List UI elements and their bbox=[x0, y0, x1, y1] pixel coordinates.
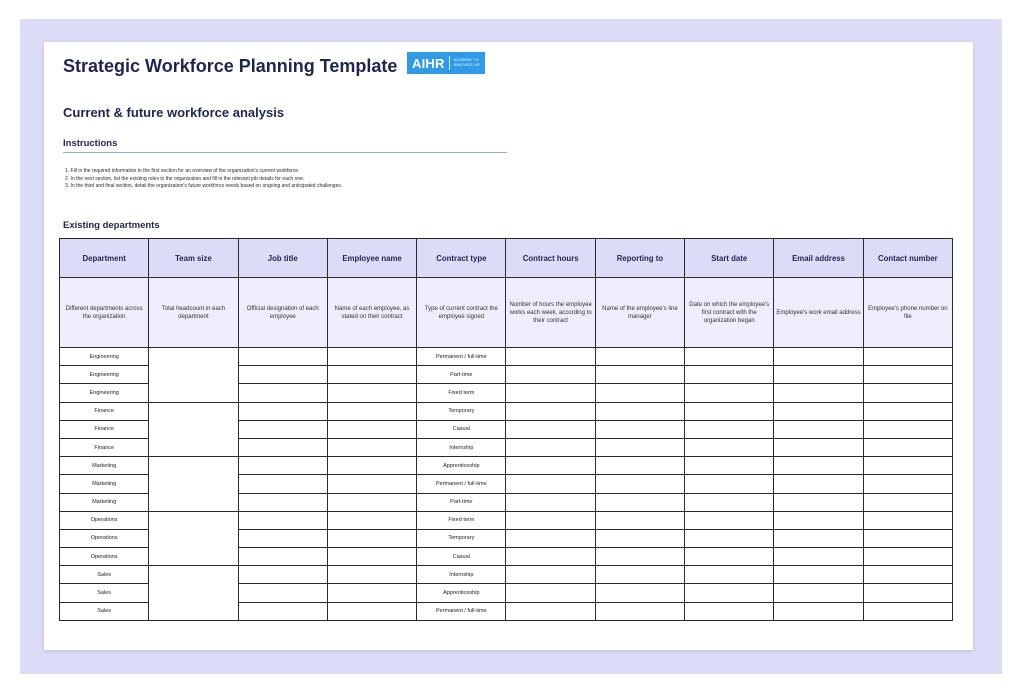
cell-department[interactable]: Operations bbox=[60, 511, 149, 529]
cell-employee-name[interactable] bbox=[327, 493, 416, 511]
departments-table bbox=[59, 238, 953, 621]
instruction-item: 1. Fill in the required information in the first section for an overview of the organization's current workforce. bbox=[65, 168, 300, 174]
description-cell[interactable]: Official designation of each employee bbox=[238, 278, 327, 348]
cell-team-size[interactable] bbox=[149, 511, 238, 566]
table-row bbox=[60, 402, 953, 420]
cell-start-date[interactable] bbox=[685, 438, 774, 456]
logo-tagline-line-1: ACADEMY TO bbox=[453, 58, 480, 62]
header-start-date[interactable]: Start date bbox=[685, 239, 774, 278]
cell-email-address[interactable] bbox=[774, 457, 863, 475]
description-cell[interactable]: Name of each employee, as stated on their contract bbox=[327, 278, 416, 348]
cell-email-address[interactable] bbox=[774, 475, 863, 493]
cell-department[interactable]: Finance bbox=[60, 420, 149, 438]
logo-tagline-line-2: INNOVATE HR bbox=[453, 63, 480, 67]
cell-employee-name[interactable] bbox=[327, 475, 416, 493]
header-employee-name[interactable]: Employee name bbox=[327, 239, 416, 278]
header-team-size[interactable]: Team size bbox=[149, 239, 238, 278]
description-cell[interactable]: Employee's phone number on file bbox=[863, 278, 952, 348]
cell-job-title[interactable] bbox=[238, 348, 327, 366]
cell-contact-number[interactable] bbox=[863, 602, 952, 620]
cell-reporting-to[interactable] bbox=[595, 566, 684, 584]
section-title: Current & future workforce analysis bbox=[63, 105, 285, 120]
cell-team-size[interactable] bbox=[149, 566, 238, 621]
cell-start-date[interactable] bbox=[685, 548, 774, 566]
cell-start-date[interactable] bbox=[685, 384, 774, 402]
cell-contract-hours[interactable] bbox=[506, 584, 595, 602]
cell-contact-number[interactable] bbox=[863, 529, 952, 547]
cell-contract-hours[interactable] bbox=[506, 366, 595, 384]
cell-contact-number[interactable] bbox=[863, 420, 952, 438]
cell-contract-type[interactable]: Apprenticeship bbox=[417, 457, 506, 475]
cell-start-date[interactable] bbox=[685, 584, 774, 602]
description-row bbox=[60, 278, 953, 348]
cell-contract-hours[interactable] bbox=[506, 511, 595, 529]
cell-contract-type[interactable]: Casual bbox=[417, 548, 506, 566]
cell-job-title[interactable] bbox=[238, 384, 327, 402]
cell-start-date[interactable] bbox=[685, 457, 774, 475]
cell-contact-number[interactable] bbox=[863, 457, 952, 475]
cell-job-title[interactable] bbox=[238, 420, 327, 438]
cell-reporting-to[interactable] bbox=[595, 348, 684, 366]
cell-reporting-to[interactable] bbox=[595, 438, 684, 456]
cell-department[interactable]: Marketing bbox=[60, 457, 149, 475]
cell-job-title[interactable] bbox=[238, 529, 327, 547]
cell-start-date[interactable] bbox=[685, 475, 774, 493]
cell-start-date[interactable] bbox=[685, 602, 774, 620]
instructions-list bbox=[65, 168, 342, 191]
description-cell[interactable]: Employee's work email address bbox=[774, 278, 863, 348]
cell-email-address[interactable] bbox=[774, 402, 863, 420]
cell-contract-type[interactable]: Apprenticeship bbox=[417, 584, 506, 602]
cell-job-title[interactable] bbox=[238, 475, 327, 493]
header-email-address[interactable]: Email address bbox=[774, 239, 863, 278]
cell-department[interactable]: Marketing bbox=[60, 493, 149, 511]
cell-job-title[interactable] bbox=[238, 402, 327, 420]
cell-reporting-to[interactable] bbox=[595, 420, 684, 438]
cell-contract-type[interactable]: Temporary bbox=[417, 529, 506, 547]
cell-contract-hours[interactable] bbox=[506, 402, 595, 420]
cell-contact-number[interactable] bbox=[863, 566, 952, 584]
cell-employee-name[interactable] bbox=[327, 602, 416, 620]
cell-email-address[interactable] bbox=[774, 384, 863, 402]
cell-contract-type[interactable]: Internship bbox=[417, 566, 506, 584]
description-cell[interactable]: Different departments across the organization bbox=[60, 278, 149, 348]
cell-contract-hours[interactable] bbox=[506, 602, 595, 620]
cell-contract-type[interactable]: Permanent / full-time bbox=[417, 475, 506, 493]
cell-start-date[interactable] bbox=[685, 402, 774, 420]
cell-department[interactable]: Engineering bbox=[60, 384, 149, 402]
cell-reporting-to[interactable] bbox=[595, 475, 684, 493]
cell-contract-type[interactable]: Internship bbox=[417, 438, 506, 456]
cell-reporting-to[interactable] bbox=[595, 602, 684, 620]
cell-employee-name[interactable] bbox=[327, 420, 416, 438]
cell-employee-name[interactable] bbox=[327, 511, 416, 529]
cell-reporting-to[interactable] bbox=[595, 366, 684, 384]
cell-contract-hours[interactable] bbox=[506, 457, 595, 475]
cell-email-address[interactable] bbox=[774, 511, 863, 529]
cell-email-address[interactable] bbox=[774, 584, 863, 602]
cell-employee-name[interactable] bbox=[327, 402, 416, 420]
cell-employee-name[interactable] bbox=[327, 438, 416, 456]
spreadsheet-sheet bbox=[44, 42, 973, 650]
cell-contact-number[interactable] bbox=[863, 402, 952, 420]
cell-contract-hours[interactable] bbox=[506, 420, 595, 438]
cell-reporting-to[interactable] bbox=[595, 584, 684, 602]
logo-tagline bbox=[454, 58, 480, 68]
cell-department[interactable]: Engineering bbox=[60, 348, 149, 366]
cell-contact-number[interactable] bbox=[863, 366, 952, 384]
cell-team-size[interactable] bbox=[149, 402, 238, 457]
instructions-heading: Instructions bbox=[63, 138, 507, 153]
cell-contact-number[interactable] bbox=[863, 548, 952, 566]
cell-start-date[interactable] bbox=[685, 366, 774, 384]
cell-job-title[interactable] bbox=[238, 602, 327, 620]
cell-email-address[interactable] bbox=[774, 348, 863, 366]
instruction-item: 2. In the next section, list the existing roles in the organization and fill in the relevant job details for each one. bbox=[65, 175, 305, 182]
cell-team-size[interactable] bbox=[149, 348, 238, 403]
cell-contract-hours[interactable] bbox=[506, 348, 595, 366]
header-contact-number[interactable]: Contact number bbox=[863, 239, 952, 278]
cell-contact-number[interactable] bbox=[863, 384, 952, 402]
cell-reporting-to[interactable] bbox=[595, 457, 684, 475]
cell-reporting-to[interactable] bbox=[595, 402, 684, 420]
cell-email-address[interactable] bbox=[774, 420, 863, 438]
description-cell[interactable]: Total headcount in each department bbox=[149, 278, 238, 348]
cell-job-title[interactable] bbox=[238, 493, 327, 511]
table-row bbox=[60, 511, 953, 529]
cell-contact-number[interactable] bbox=[863, 475, 952, 493]
header-contract-hours[interactable]: Contract hours bbox=[506, 239, 595, 278]
cell-reporting-to[interactable] bbox=[595, 548, 684, 566]
cell-department[interactable]: Finance bbox=[60, 438, 149, 456]
cell-contact-number[interactable] bbox=[863, 438, 952, 456]
cell-reporting-to[interactable] bbox=[595, 384, 684, 402]
instruction-item: 3. In the third and final section, detail the organization's future workforce needs based on ongoing and anticipated challenges. bbox=[65, 183, 343, 189]
cell-contract-type[interactable]: Temporary bbox=[417, 402, 506, 420]
cell-reporting-to[interactable] bbox=[595, 529, 684, 547]
cell-job-title[interactable] bbox=[238, 548, 327, 566]
cell-contract-type[interactable]: Part-time bbox=[417, 366, 506, 384]
cell-email-address[interactable] bbox=[774, 529, 863, 547]
table-row bbox=[60, 348, 953, 366]
cell-start-date[interactable] bbox=[685, 566, 774, 584]
cell-contact-number[interactable] bbox=[863, 493, 952, 511]
description-cell[interactable]: Number of hours the employee works each week, according to their contract bbox=[506, 278, 595, 348]
header-department[interactable]: Department bbox=[60, 239, 149, 278]
cell-department[interactable]: Sales bbox=[60, 602, 149, 620]
cell-contract-hours[interactable] bbox=[506, 475, 595, 493]
cell-reporting-to[interactable] bbox=[595, 511, 684, 529]
cell-employee-name[interactable] bbox=[327, 566, 416, 584]
description-cell[interactable]: Date on which the employee's first contract with the organization began bbox=[685, 278, 774, 348]
cell-start-date[interactable] bbox=[685, 348, 774, 366]
cell-start-date[interactable] bbox=[685, 511, 774, 529]
cell-job-title[interactable] bbox=[238, 566, 327, 584]
cell-contract-type[interactable]: Permanent / full-time bbox=[417, 348, 506, 366]
cell-contract-type[interactable]: Permanent / full-time bbox=[417, 602, 506, 620]
cell-contact-number[interactable] bbox=[863, 511, 952, 529]
cell-contract-type[interactable]: Fixed term bbox=[417, 511, 506, 529]
cell-job-title[interactable] bbox=[238, 584, 327, 602]
cell-email-address[interactable] bbox=[774, 566, 863, 584]
cell-job-title[interactable] bbox=[238, 438, 327, 456]
description-cell[interactable]: Name of the employee's line manager bbox=[595, 278, 684, 348]
cell-team-size[interactable] bbox=[149, 457, 238, 512]
header-reporting-to[interactable]: Reporting to bbox=[595, 239, 684, 278]
cell-start-date[interactable] bbox=[685, 493, 774, 511]
cell-start-date[interactable] bbox=[685, 420, 774, 438]
cell-email-address[interactable] bbox=[774, 438, 863, 456]
logo-text: AIHR bbox=[412, 55, 445, 71]
cell-department[interactable]: Sales bbox=[60, 584, 149, 602]
header-contract-type[interactable]: Contract type bbox=[417, 239, 506, 278]
cell-email-address[interactable] bbox=[774, 493, 863, 511]
cell-employee-name[interactable] bbox=[327, 384, 416, 402]
cell-contract-hours[interactable] bbox=[506, 548, 595, 566]
cell-email-address[interactable] bbox=[774, 602, 863, 620]
cell-employee-name[interactable] bbox=[327, 348, 416, 366]
cell-email-address[interactable] bbox=[774, 548, 863, 566]
cell-employee-name[interactable] bbox=[327, 584, 416, 602]
cell-department[interactable]: Engineering bbox=[60, 366, 149, 384]
header-job-title[interactable]: Job title bbox=[238, 239, 327, 278]
cell-job-title[interactable] bbox=[238, 366, 327, 384]
cell-email-address[interactable] bbox=[774, 366, 863, 384]
cell-start-date[interactable] bbox=[685, 529, 774, 547]
cell-contract-hours[interactable] bbox=[506, 384, 595, 402]
cell-department[interactable]: Finance bbox=[60, 402, 149, 420]
cell-contract-hours[interactable] bbox=[506, 438, 595, 456]
cell-employee-name[interactable] bbox=[327, 366, 416, 384]
existing-departments-heading: Existing departments bbox=[63, 220, 160, 231]
cell-department[interactable]: Sales bbox=[60, 566, 149, 584]
cell-contract-hours[interactable] bbox=[506, 566, 595, 584]
cell-job-title[interactable] bbox=[238, 457, 327, 475]
cell-contract-type[interactable]: Part-time bbox=[417, 493, 506, 511]
cell-contact-number[interactable] bbox=[863, 584, 952, 602]
cell-employee-name[interactable] bbox=[327, 457, 416, 475]
cell-department[interactable]: Marketing bbox=[60, 475, 149, 493]
description-cell[interactable]: Type of current contract the employee signed bbox=[417, 278, 506, 348]
cell-department[interactable]: Operations bbox=[60, 548, 149, 566]
cell-contract-type[interactable]: Fixed term bbox=[417, 384, 506, 402]
cell-employee-name[interactable] bbox=[327, 529, 416, 547]
cell-department[interactable]: Operations bbox=[60, 529, 149, 547]
cell-contract-type[interactable]: Casual bbox=[417, 420, 506, 438]
aihr-logo bbox=[407, 52, 485, 74]
cell-contract-hours[interactable] bbox=[506, 493, 595, 511]
cell-employee-name[interactable] bbox=[327, 548, 416, 566]
logo-divider bbox=[449, 56, 450, 70]
page-title: Strategic Workforce Planning Template bbox=[63, 56, 398, 76]
table-row bbox=[60, 566, 953, 584]
cell-contact-number[interactable] bbox=[863, 348, 952, 366]
table-row bbox=[60, 457, 953, 475]
table-header-row bbox=[60, 239, 953, 278]
cell-contract-hours[interactable] bbox=[506, 529, 595, 547]
cell-job-title[interactable] bbox=[238, 511, 327, 529]
cell-reporting-to[interactable] bbox=[595, 493, 684, 511]
